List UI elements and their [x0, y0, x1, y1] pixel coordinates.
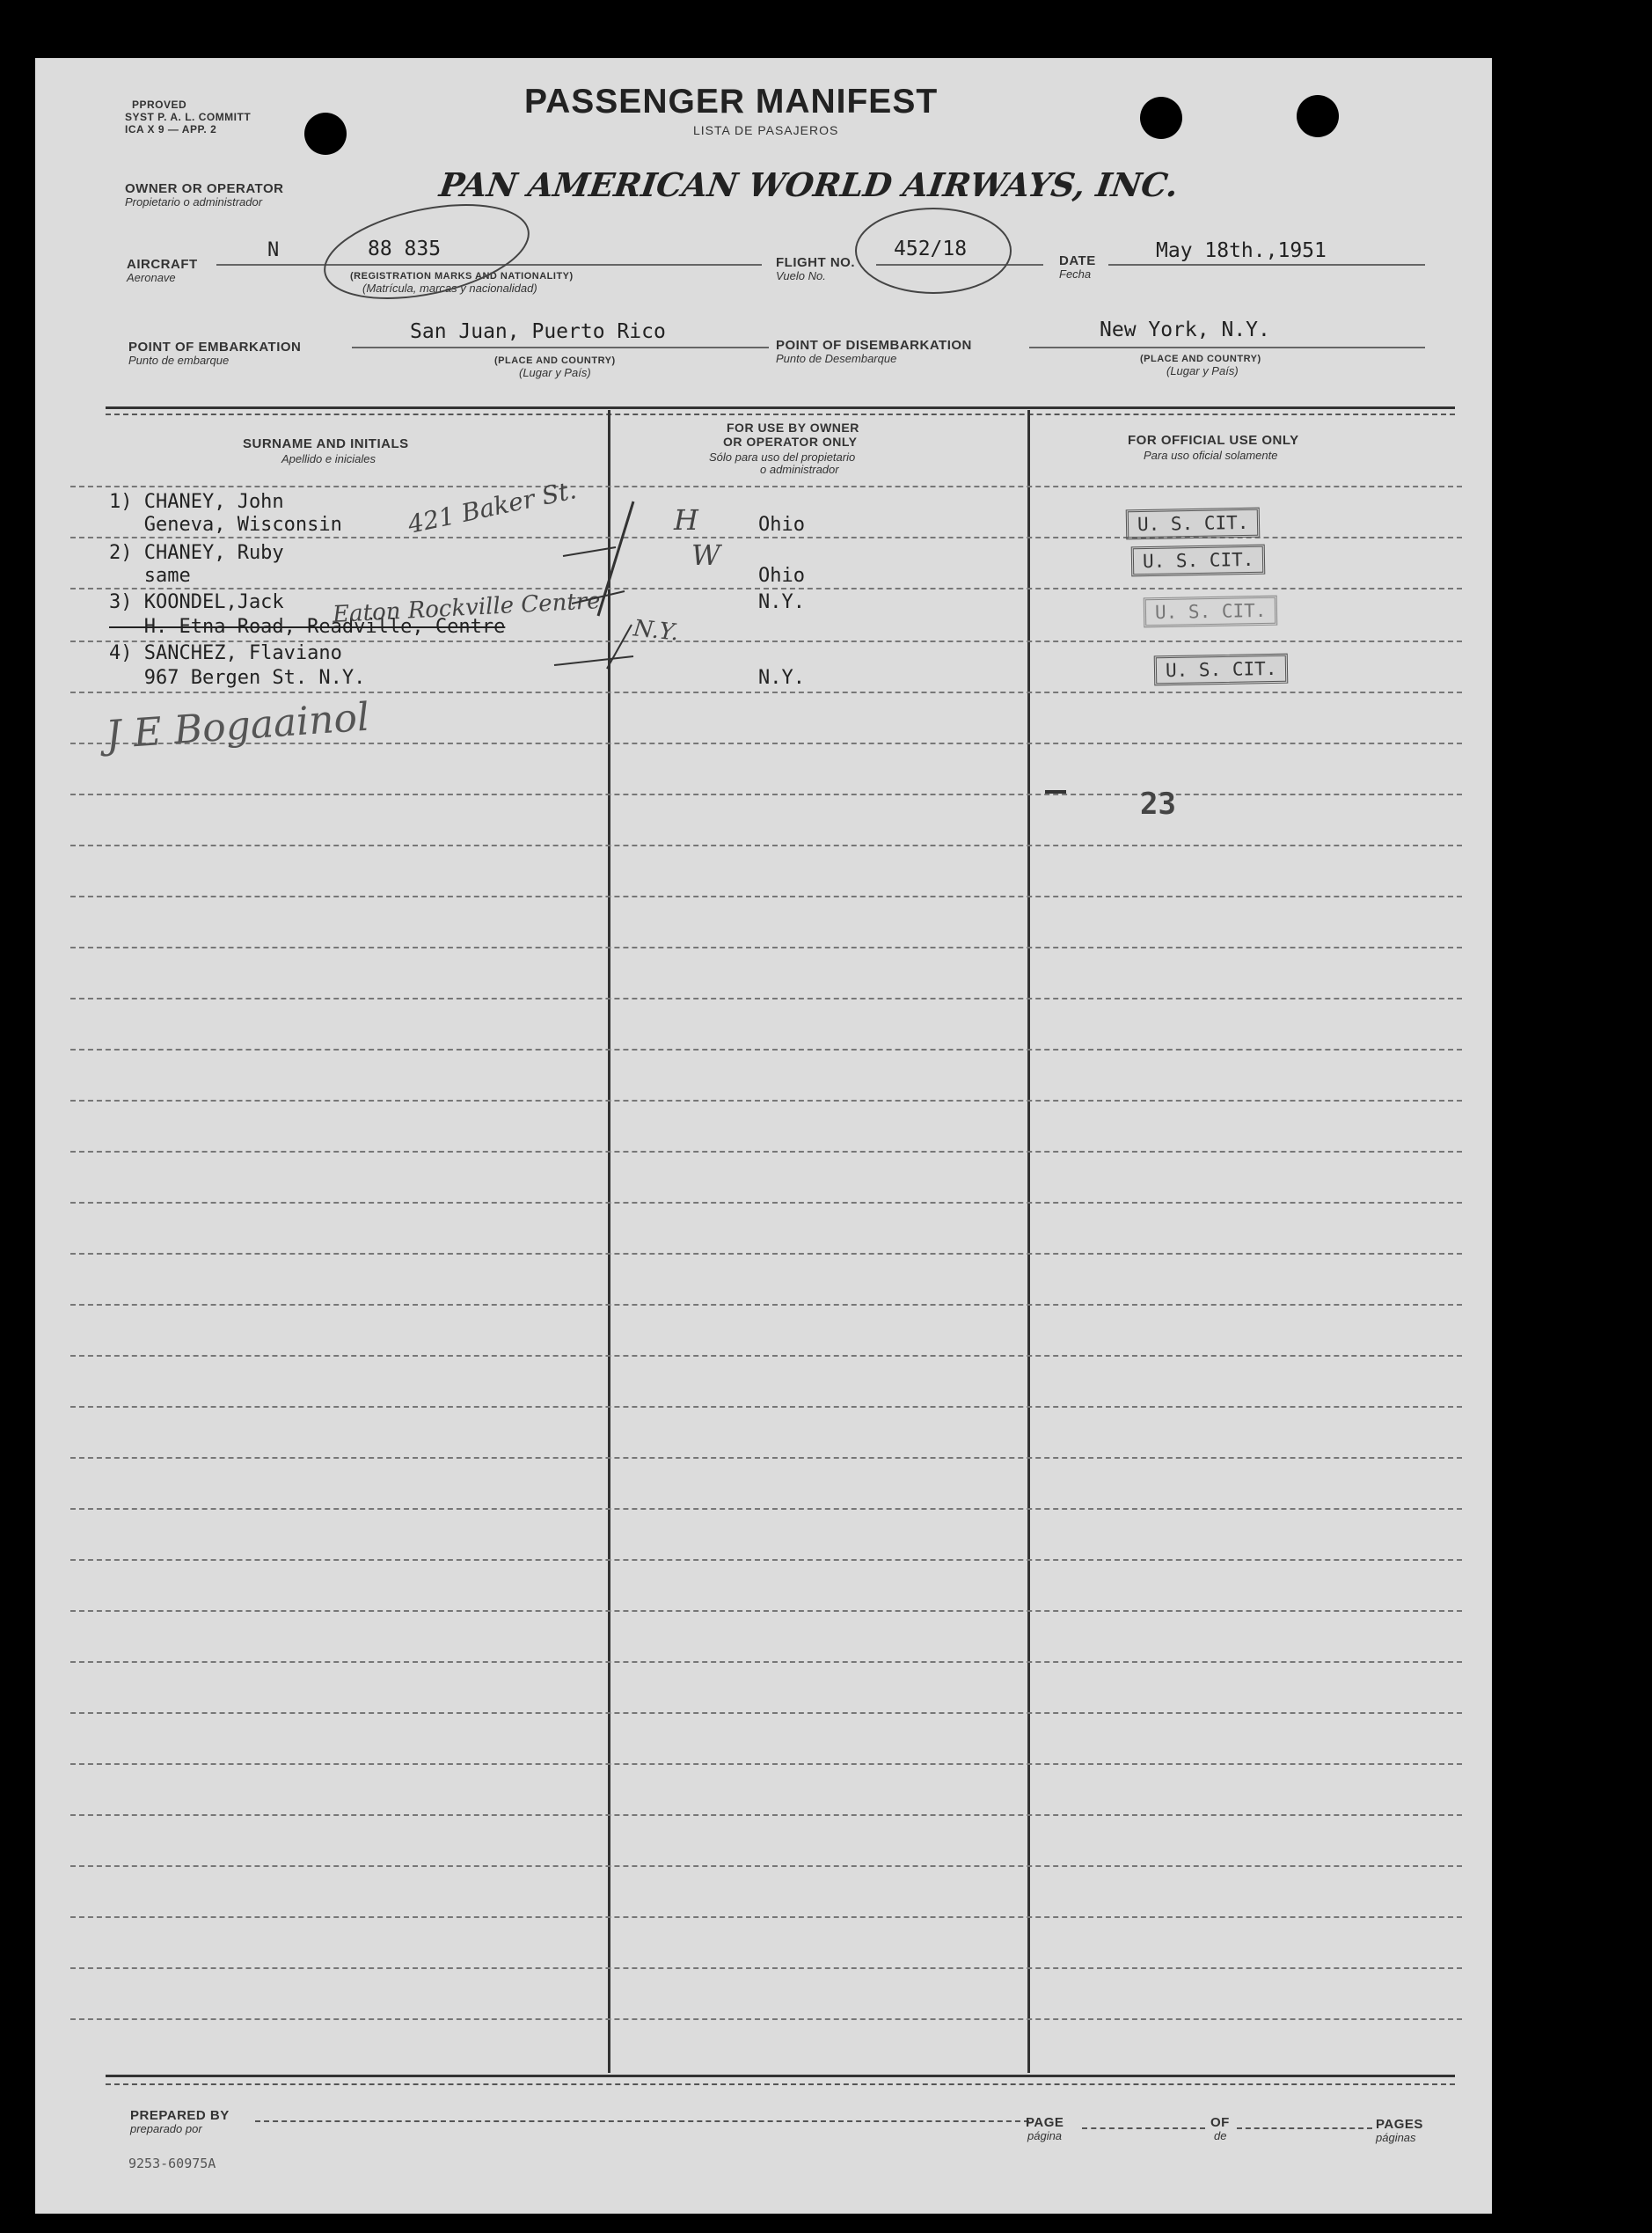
- handwritten-address-note-2: Eaton Rockville Centre: [332, 588, 602, 628]
- passenger-1-address: Geneva, Wisconsin: [109, 514, 342, 536]
- embarkation-value: San Juan, Puerto Rico: [410, 320, 666, 343]
- passenger-1-citizenship-stamp: U. S. CIT.: [1126, 508, 1261, 540]
- date-value: May 18th.,1951: [1156, 239, 1327, 262]
- circled-flight-mark: [850, 202, 1017, 299]
- passenger-4-address: 967 Bergen St. N.Y.: [109, 667, 366, 689]
- disembarkation-caption: (PLACE AND COUNTRY): [1140, 354, 1261, 364]
- col-header-owner-es-2: o administrador: [760, 463, 839, 476]
- embarkation-label-es: Punto de embarque: [128, 354, 230, 367]
- passenger-2-state: Ohio: [758, 565, 805, 587]
- handwritten-state-note: N.Y.: [632, 615, 680, 647]
- aircraft-label: AIRCRAFT: [127, 257, 198, 272]
- flight-number: 452/18: [894, 238, 968, 260]
- col-header-surname: SURNAME AND INITIALS: [243, 436, 409, 451]
- page-label-es: página: [1027, 2129, 1063, 2142]
- handwritten-tally-marks: [545, 493, 686, 677]
- col-header-owner-2: OR OPERATOR ONLY: [723, 435, 858, 449]
- passenger-2-address: same: [109, 565, 191, 587]
- passenger-3-name: 3) KOONDEL,Jack: [109, 591, 284, 613]
- passenger-3-state: N.Y.: [758, 591, 805, 613]
- disembarkation-caption-es: (Lugar y País): [1166, 364, 1239, 377]
- col-header-surname-es: Apellido e iniciales: [281, 452, 376, 465]
- col-header-official: FOR OFFICIAL USE ONLY: [1128, 433, 1299, 448]
- passenger-2-name: 2) CHANEY, Ruby: [109, 542, 284, 564]
- handwritten-address-note: 421 Baker St.: [405, 475, 580, 539]
- binder-hole-mid: [1140, 97, 1182, 139]
- page-subtitle: LISTA DE PASAJEROS: [693, 123, 839, 137]
- passenger-3-citizenship-stamp: U. S. CIT.: [1144, 596, 1278, 628]
- aircraft-registration: 88 835: [368, 238, 442, 260]
- of-label-es: de: [1214, 2129, 1227, 2142]
- handwritten-mark-w: W: [691, 538, 720, 572]
- aircraft-caption-es: (Matrícula, marcas y nacionalidad): [362, 282, 537, 295]
- passenger-3-address: H. Etna Road, Readville, Centre: [109, 616, 506, 638]
- aircraft-caption: (REGISTRATION MARKS AND NATIONALITY): [350, 271, 574, 282]
- dash-mark: [1045, 790, 1066, 794]
- passenger-2-citizenship-stamp: U. S. CIT.: [1131, 545, 1266, 577]
- pages-label: PAGES: [1376, 2117, 1423, 2132]
- flight-label: FLIGHT NO.: [776, 255, 855, 270]
- date-label-es: Fecha: [1059, 267, 1092, 281]
- handwritten-mark-h: H: [674, 503, 698, 537]
- owner-value: PAN AMERICAN WORLD AIRWAYS, INC.: [436, 165, 1181, 204]
- approval-line-3: ICA X 9 — APP. 2: [125, 123, 217, 135]
- disembarkation-label-es: Punto de Desembarque: [776, 352, 897, 365]
- owner-label: OWNER OR OPERATOR: [125, 181, 284, 196]
- of-label: OF: [1210, 2115, 1230, 2130]
- binder-hole-right: [1297, 95, 1339, 137]
- embarkation-label: POINT OF EMBARKATION: [128, 340, 302, 355]
- binder-hole-left: [304, 113, 347, 155]
- prepared-by-label: PREPARED BY: [130, 2108, 230, 2123]
- circled-registration-mark: [317, 199, 537, 304]
- manifest-sheet: [35, 58, 1492, 2214]
- passenger-4-citizenship-stamp: U. S. CIT.: [1154, 654, 1289, 686]
- page-title: PASSENGER MANIFEST: [524, 83, 939, 121]
- aircraft-label-es: Aeronave: [127, 271, 176, 284]
- col-header-owner-es: Sólo para uso del propietario: [709, 450, 856, 464]
- embarkation-caption-es: (Lugar y País): [519, 366, 591, 379]
- disembarkation-value: New York, N.Y.: [1100, 318, 1270, 341]
- approval-line-2: SYST P. A. L. COMMITT: [125, 111, 252, 123]
- passenger-4-state: N.Y.: [758, 667, 805, 689]
- passenger-4-name: 4) SANCHEZ, Flaviano: [109, 642, 342, 664]
- count-mark: 23: [1140, 787, 1176, 822]
- prepared-by-label-es: preparado por: [130, 2122, 202, 2135]
- approval-line-1: PPROVED: [132, 99, 187, 111]
- handwritten-signature: J E Bogaainol: [104, 694, 371, 758]
- passenger-1-name: 1) CHANEY, John: [109, 491, 284, 513]
- date-label: DATE: [1059, 253, 1096, 268]
- col-header-owner: FOR USE BY OWNER: [727, 421, 859, 435]
- col-header-official-es: Para uso oficial solamente: [1144, 449, 1278, 462]
- form-number: 9253-60975A: [128, 2156, 216, 2171]
- owner-label-es: Propietario o administrador: [125, 195, 263, 209]
- flight-label-es: Vuelo No.: [776, 269, 826, 282]
- disembarkation-label: POINT OF DISEMBARKATION: [776, 338, 972, 353]
- embarkation-caption: (PLACE AND COUNTRY): [494, 355, 616, 366]
- pages-label-es: páginas: [1376, 2131, 1416, 2144]
- page-label: PAGE: [1026, 2115, 1064, 2130]
- aircraft-prefix: N: [267, 239, 280, 261]
- passenger-1-state: Ohio: [758, 514, 805, 536]
